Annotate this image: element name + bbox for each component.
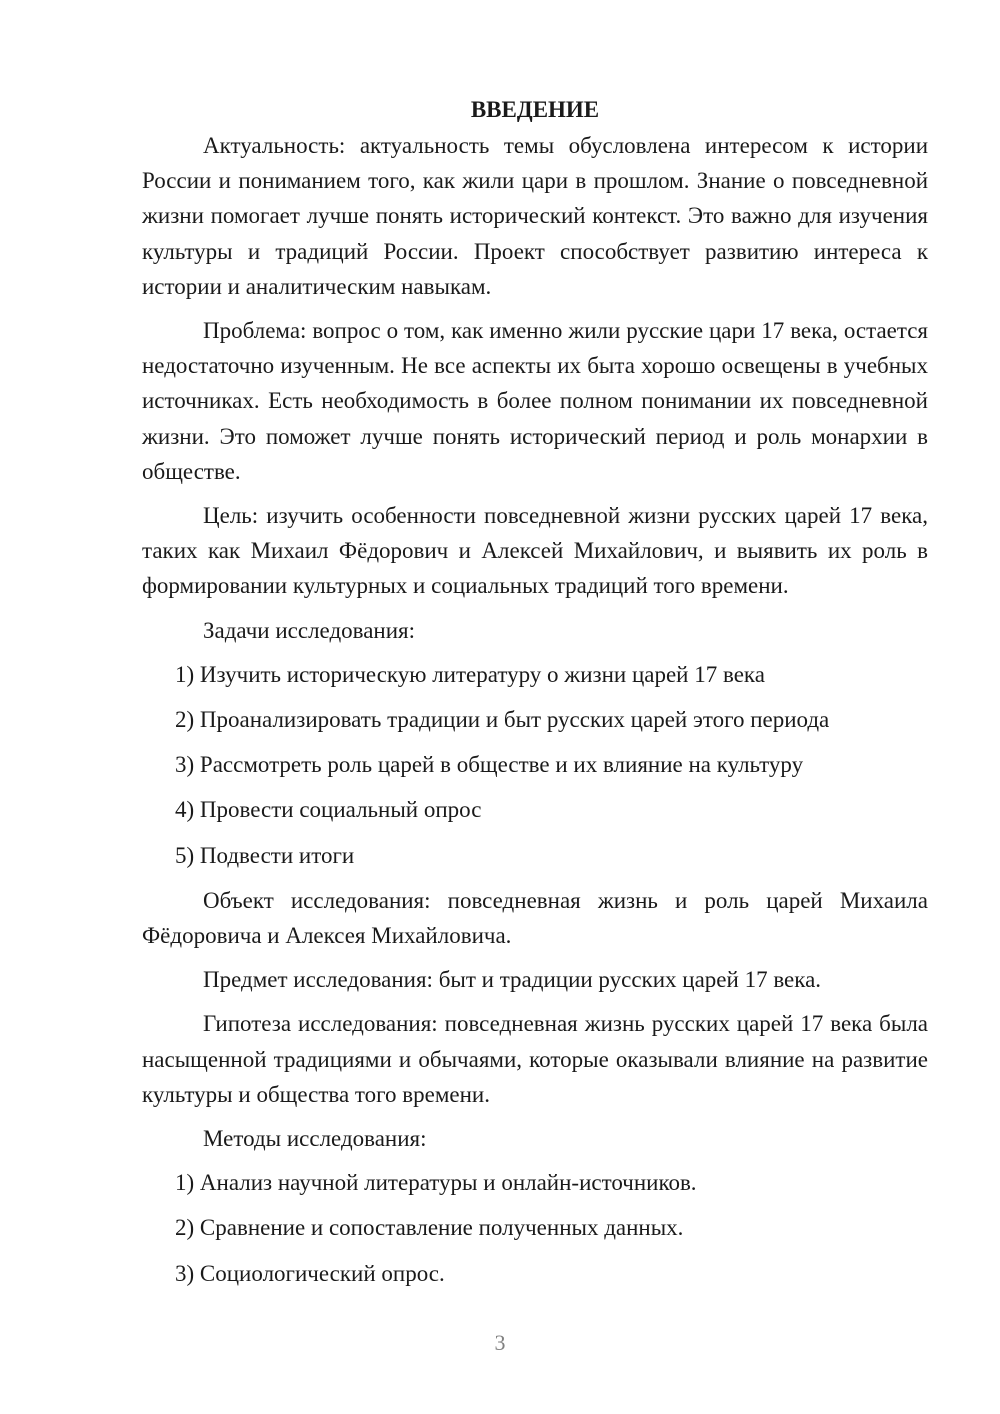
goal-paragraph: Цель: изучить особенности повседневной жизни русских царей 17 века, таких как Михаил Фёдорович и Алексей Михайлович, и выявить их роль в формировании культурных и социальных традиций того времени. — [142, 503, 928, 599]
methods-list — [142, 1165, 928, 1291]
list-item: 4) Провести социальный опрос — [175, 797, 482, 823]
list-item: 5) Подвести итоги — [175, 842, 355, 868]
tasks-heading: Задачи исследования: — [203, 617, 416, 643]
list-item: 1) Изучить историческую литературу о жизни царей 17 века — [175, 661, 765, 687]
hypothesis-paragraph: Гипотеза исследования: повседневная жизнь русских царей 17 века была насыщенной традициями и обычаями, которые оказывали влияние на развитие культуры и общества того времени. — [142, 1011, 928, 1107]
list-item: 3) Рассмотреть роль царей в обществе и их влияние на культуру — [175, 752, 804, 778]
page-title: ВВЕДЕНИЕ — [470, 97, 600, 122]
list-item: 3) Социологический опрос. — [175, 1260, 445, 1286]
methods-heading: Методы исследования: — [203, 1126, 427, 1152]
relevance-paragraph: Актуальность: актуальность темы обусловлена интересом к истории России и пониманием того, как жили цари в прошлом. Знание о повседневной жизни помогает лучше понять исторический контекст. Это важно для изучения культуры и традиций России. Проект способствует развитию интереса к истории и аналитическим навыкам. — [142, 133, 928, 299]
subject-paragraph: Предмет исследования: быт и традиции русских царей 17 века. — [203, 967, 822, 993]
document-page — [142, 92, 928, 1301]
problem-paragraph: Проблема: вопрос о том, как именно жили русские цари 17 века, остается недостаточно изученным. Не все аспекты их быта хорошо освещены в учебных источниках. Есть необходимость в более полном понимании их повседневной жизни. Это поможет лучше понять исторический период и роль монархии в обществе. — [142, 318, 928, 484]
list-item: 2) Проанализировать традиции и быт русских царей этого периода — [175, 707, 830, 733]
list-item: 2) Сравнение и сопоставление полученных данных. — [175, 1215, 684, 1241]
page-number: 3 — [494, 1330, 506, 1355]
list-item: 1) Анализ научной литературы и онлайн-источников. — [175, 1170, 697, 1196]
tasks-list — [142, 657, 928, 873]
object-paragraph: Объект исследования: повседневная жизнь и роль царей Михаила Фёдоровича и Алексея Михайловича. — [142, 887, 928, 949]
